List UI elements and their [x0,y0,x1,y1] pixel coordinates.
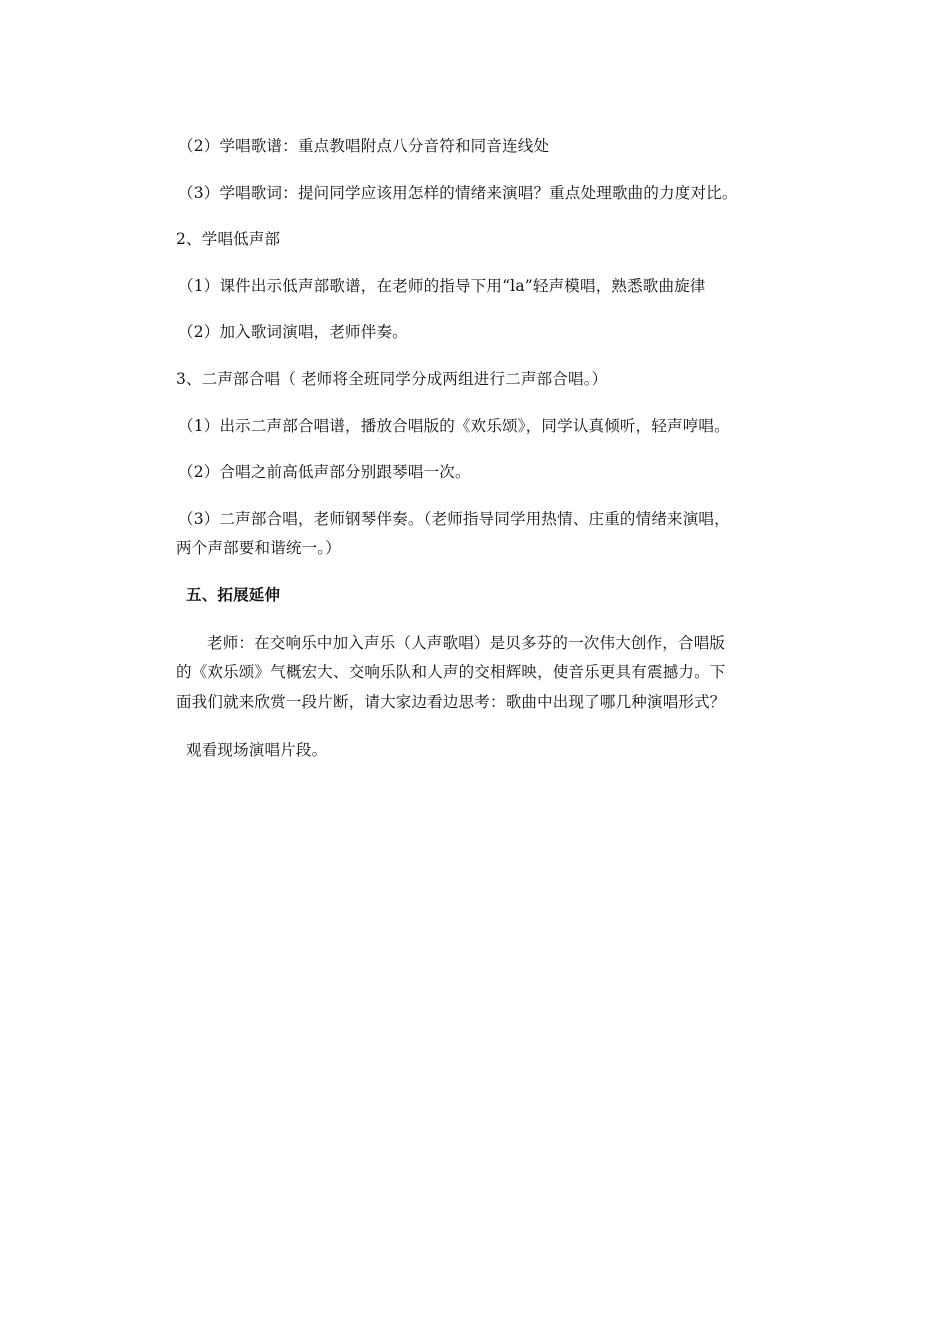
chorus-step-2: （2）合唱之前高低声部分别跟琴唱一次。 [178,463,471,481]
section-5-heading: 五、拓展延伸 [186,586,281,604]
paragraph-line-3: 面我们就来欣赏一段片断，请大家边看边思考：歌曲中出现了哪几种演唱形式？ [176,693,726,711]
low-step-1: （1）课件出示低声部歌谱，在老师的指导下用“la”轻声模唱，熟悉歌曲旋律 [178,277,706,295]
chorus-step-3: （3）二声部合唱，老师钢琴伴奏。（老师指导同学用热情、庄重的情绪来演唱， [178,510,730,528]
chorus-step-3-continued: 两个声部要和谐统一。） [176,539,341,557]
low-step-2: （2）加入歌词演唱，老师伴奏。 [178,323,408,341]
step-2-sing-score: （2）学唱歌谱：重点教唱附点八分音符和同音连线处 [178,137,550,155]
step-3-sing-lyrics: （3）学唱歌词：提问同学应该用怎样的情绪来演唱？重点处理歌曲的力度对比。 [178,184,738,202]
watch-performance: 观看现场演唱片段。 [186,741,328,759]
paragraph-line-2: 的《欢乐颂》气概宏大、交响乐队和人声的交相辉映，使音乐更具有震撼力。下 [176,663,726,681]
chorus-step-1: （1）出示二声部合唱谱，播放合唱版的《欢乐颂》，同学认真倾听，轻声哼唱。 [178,417,730,435]
paragraph-line-1: 老师：在交响乐中加入声乐（人声歌唱）是贝多芬的一次伟大创作，合唱版 [207,634,726,652]
section-2-low-voice: 2、学唱低声部 [176,230,281,248]
section-3-two-part-chorus: 3、二声部合唱（ 老师将全班同学分成两组进行二声部合唱。） [176,370,608,388]
